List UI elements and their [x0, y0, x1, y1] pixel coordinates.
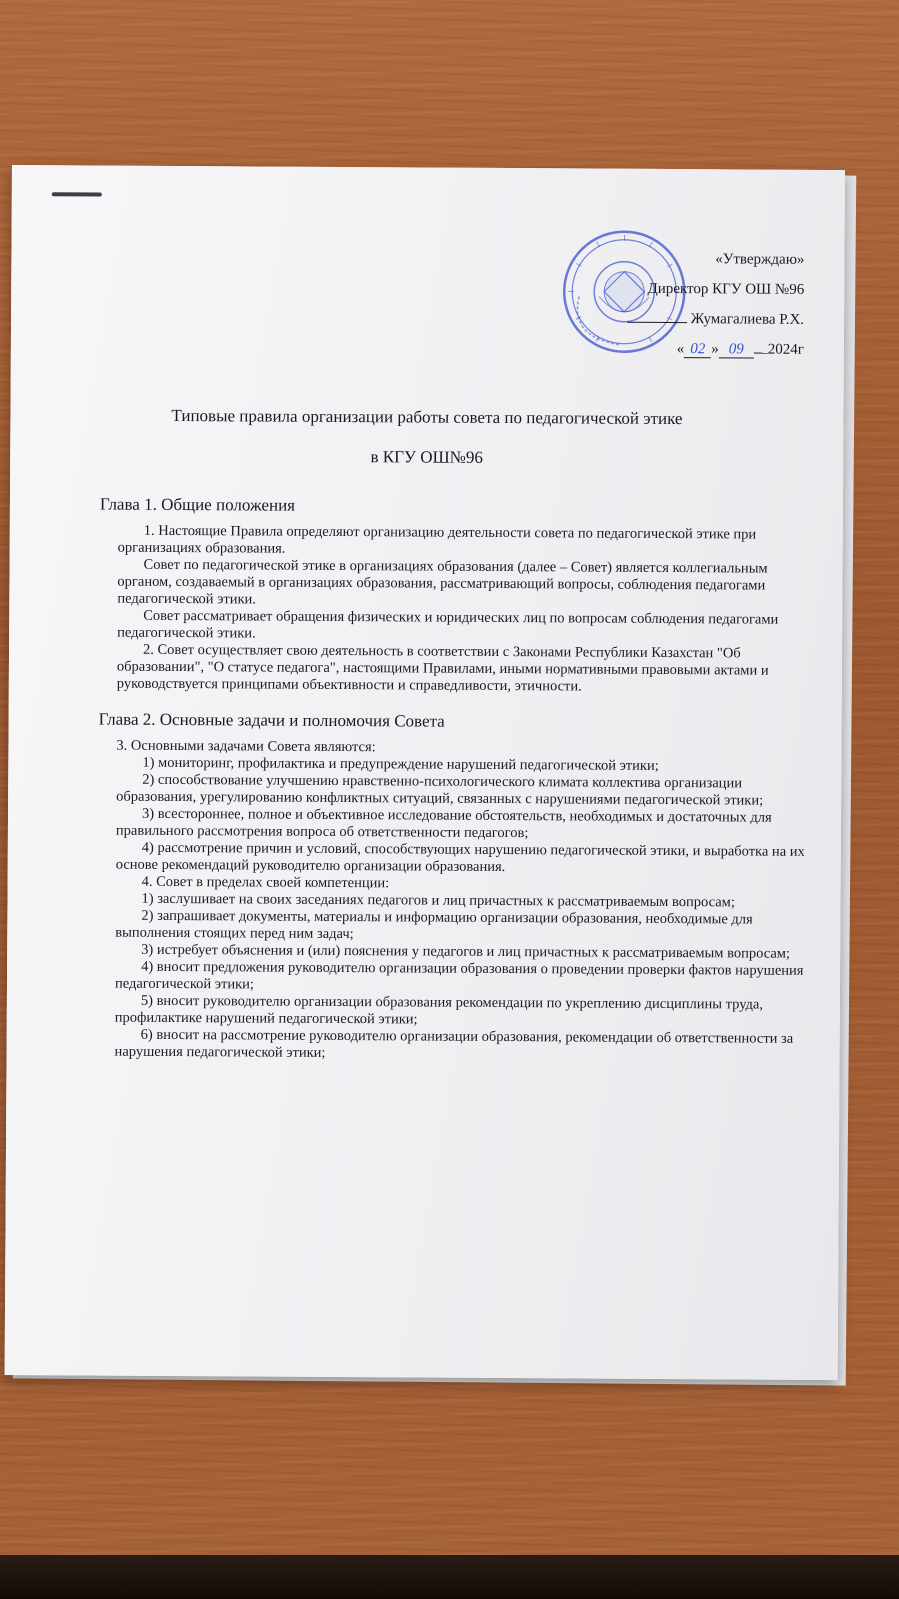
chapter-1-heading: Глава 1. Общие положения	[99, 494, 296, 515]
approval-title: «Утверждаю»	[715, 251, 805, 268]
paragraph: 4) рассмотрение причин и условий, способствующих нарушению педагогической этики, и выработка на их основе рекомендаций руководителю организации образования.	[115, 839, 805, 876]
paragraph: 2. Совет осуществляет свою деятельность в соответствии с Законами Республики Казахстан "Об образовании", "О статусе педагога", настоящими Правилами, иными нормативными правовыми актами и руководствуется принципами объективности и справедливости, этичности.	[116, 641, 769, 695]
paragraph: 2) способствование улучшению нравственно-психологического климата коллектива организации образования, урегулированию конфликтных ситуаций, связанных с нарушениями педагогической этики;	[116, 771, 764, 809]
paragraph: 4) вносит предложения руководителю организации образования о проведении проверки фактов нарушения педагогической этики;	[114, 958, 804, 993]
approval-position: Директор КГУ ОШ №96	[647, 280, 805, 298]
paragraph: 3) всестороннее, полное и объективное исследование обстоятельств, необходимых и достаточных для правильного рассмотрения вопроса об ответственности педагогов;	[115, 805, 772, 842]
paragraph: 1. Настоящие Правила определяют организацию деятельности совета по педагогической этике при организациях образования.	[117, 522, 757, 557]
paragraph: Совет по педагогической этике в организациях образования (далее – Совет) является коллегиальным органом, создаваемый в организациях образования, рассматривающий вопросы, соблюдения педагогами педагогической этики.	[117, 556, 768, 608]
paragraph: 5) вносит руководителю организации образования рекомендации по укреплению дисциплины труда, профилактике нарушений педагогической этики;	[114, 992, 764, 1028]
approval-block	[627, 244, 805, 365]
paragraph: 6) вносит на рассмотрение руководителю организации образования, рекомендации об ответственности за нарушения педагогической этики;	[114, 1026, 794, 1061]
director-name: Жумагалиева Р.Х.	[690, 311, 805, 328]
paragraph: 3) истребует объяснения и (или) пояснения у педагогов и лиц причастных к рассматриваемым вопросам;	[141, 941, 791, 962]
paragraph: 2) запрашивает документы, материалы и информацию организации образования, необходимые для выполнения стоящих перед ним задач;	[115, 907, 753, 943]
paragraph: 1) заслушивает на своих заседаниях педагогов и лиц причастных к рассматриваемым вопросам;	[141, 890, 735, 911]
document-page	[5, 165, 845, 1380]
approval-date-day: 02	[684, 341, 711, 358]
approval-signature-name	[627, 304, 804, 335]
paragraph: 4. Совет в пределах своей компетенции:	[141, 873, 390, 892]
document-body	[98, 488, 818, 1065]
document-subtitle: в КГУ ОШ№96	[370, 447, 483, 467]
chapter-2-heading: Глава 2. Основные задачи и полномочия Совета	[98, 709, 445, 731]
staple	[52, 192, 102, 196]
paragraph: 1) мониторинг, профилактика и предупреждение нарушений педагогической этики;	[142, 754, 659, 774]
approval-date: « 02 » 09 2024г	[676, 341, 804, 358]
paragraph: 3. Основными задачами Совета являются:	[116, 737, 376, 756]
approval-date-month: 09	[719, 341, 754, 358]
paragraph: Совет рассматривает обращения физических и юридических лиц по вопросам соблюдения педагогами педагогической этики.	[117, 607, 779, 642]
document-title: Типовые правила организации работы совета по педагогической этике	[171, 405, 683, 429]
table-edge	[0, 1555, 899, 1599]
approval-date-year: 2024г	[767, 341, 804, 358]
